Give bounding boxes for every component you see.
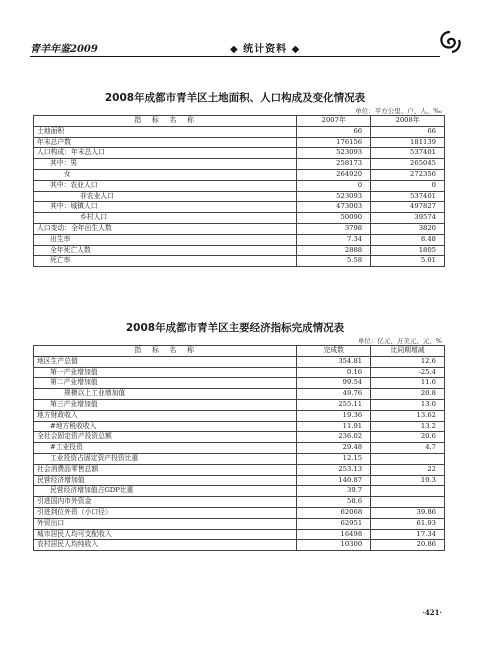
row-value-1: 12.15 <box>297 453 371 464</box>
row-value-1: 473003 <box>297 202 371 213</box>
population-table <box>33 115 445 267</box>
table-row <box>34 443 445 454</box>
row-value-1: 99.54 <box>297 378 371 389</box>
row-value-2: 1805 <box>371 245 445 256</box>
row-label: 民营经济增加值占GDP比重 <box>34 486 297 497</box>
row-label: 全社会固定资产投资总额 <box>34 432 297 443</box>
row-label: 人口变动：全年出生人数 <box>34 223 297 234</box>
row-value-2: 61.93 <box>371 518 445 529</box>
row-value-2 <box>371 453 445 464</box>
row-value-1: 11.91 <box>297 421 371 432</box>
row-value-2: 13.62 <box>371 410 445 421</box>
row-value-1: 50090 <box>297 213 371 224</box>
row-label: 乡村人口 <box>34 213 297 224</box>
row-value-2 <box>371 486 445 497</box>
yearbook-logo-icon <box>438 30 462 54</box>
table-row <box>34 213 445 224</box>
row-value-2: 19.3 <box>371 475 445 486</box>
row-value-1: 19.36 <box>297 410 371 421</box>
table-row <box>34 529 445 540</box>
table-row <box>34 180 445 191</box>
table-row <box>34 148 445 159</box>
row-value-2: 272356 <box>371 169 445 180</box>
row-value-1: 264920 <box>297 169 371 180</box>
row-label: 全年死亡人数 <box>34 245 297 256</box>
table-row <box>34 540 445 551</box>
row-label: 第三产业增加值 <box>34 399 297 410</box>
row-value-2: 497827 <box>371 202 445 213</box>
yearbook-title: 青羊年鉴2009 <box>30 44 98 55</box>
table2-title: 2008年成都市青羊区主要经济指标完成情况表 <box>125 322 345 334</box>
table-row <box>34 464 445 475</box>
row-value-2: 8.48 <box>371 234 445 245</box>
row-label: #地方税收收入 <box>34 421 297 432</box>
table-row <box>34 507 445 518</box>
section-title: ◆ 统计资料 ◆ <box>230 44 301 55</box>
row-value-1: 354.81 <box>297 356 371 367</box>
row-label: 年末总户数 <box>34 137 297 148</box>
row-label: 引进国内市外资金 <box>34 497 297 508</box>
row-label: 农村居民人均纯收入 <box>34 540 297 551</box>
table1-title: 2008年成都市青羊区土地面积、人口构成及变化情况表 <box>104 92 366 104</box>
table-row <box>34 475 445 486</box>
header-divider <box>30 56 440 57</box>
row-value-2: 20.8 <box>371 389 445 400</box>
table-row <box>34 497 445 508</box>
row-value-1: 236.02 <box>297 432 371 443</box>
table-header-row <box>34 116 445 127</box>
row-value-1: 5.58 <box>297 256 371 267</box>
row-value-1: 62068 <box>297 507 371 518</box>
row-value-1: 140.87 <box>297 475 371 486</box>
row-label: 其中：男 <box>34 159 297 170</box>
table-row <box>34 367 445 378</box>
column-header-indicator: 指 标 名 称 <box>34 116 297 127</box>
table-row <box>34 453 445 464</box>
row-label: 死亡率 <box>34 256 297 267</box>
column-header-actual: 完成数 <box>297 346 371 357</box>
table-row <box>34 410 445 421</box>
row-value-1: 49.76 <box>297 389 371 400</box>
row-value-1: 39.7 <box>297 486 371 497</box>
table-row <box>34 518 445 529</box>
row-value-2: 17.34 <box>371 529 445 540</box>
column-header-yoy-change: 比同期增减 <box>371 346 445 357</box>
row-label: 人口构成：年末总人口 <box>34 148 297 159</box>
row-label: 工业投资占固定资产投资比重 <box>34 453 297 464</box>
row-label: 土地面积 <box>34 126 297 137</box>
row-value-2: 66 <box>371 126 445 137</box>
row-value-1: 16498 <box>297 529 371 540</box>
table1-unit: 单位：平方公里、户、人、‰ <box>355 107 442 115</box>
row-value-1: 523093 <box>297 191 371 202</box>
row-value-2: 0 <box>371 180 445 191</box>
running-header <box>30 38 450 56</box>
row-label: 规模以上工业增加值 <box>34 389 297 400</box>
row-value-2: 11.6 <box>371 378 445 389</box>
table-row <box>34 399 445 410</box>
table-row <box>34 234 445 245</box>
row-value-1: 0 <box>297 180 371 191</box>
row-value-2: 537401 <box>371 148 445 159</box>
row-value-2: 20.6 <box>371 432 445 443</box>
table-row <box>34 126 445 137</box>
column-header-2007: 2007年 <box>297 116 371 127</box>
table-row <box>34 432 445 443</box>
row-label: 第一产业增加值 <box>34 367 297 378</box>
row-value-1: 58.6 <box>297 497 371 508</box>
table2-unit: 单位：亿元、万美元、元、% <box>357 337 442 345</box>
row-value-2: 20.86 <box>371 540 445 551</box>
table-row <box>34 356 445 367</box>
table-row <box>34 256 445 267</box>
table-row <box>34 169 445 180</box>
column-header-2008: 2008年 <box>371 116 445 127</box>
row-value-2: 39574 <box>371 213 445 224</box>
row-label: 城市居民人均可支配收入 <box>34 529 297 540</box>
row-label: 外贸出口 <box>34 518 297 529</box>
table-header-row <box>34 346 445 357</box>
row-label: 引进到位外资（小口径） <box>34 507 297 518</box>
economic-indicators-table <box>33 345 445 551</box>
row-value-2: 4.7 <box>371 443 445 454</box>
row-value-2: 5.01 <box>371 256 445 267</box>
row-value-1: 66 <box>297 126 371 137</box>
row-value-1: 176156 <box>297 137 371 148</box>
row-value-2: 13.2 <box>371 421 445 432</box>
table-row <box>34 378 445 389</box>
row-value-1: 29.48 <box>297 443 371 454</box>
row-label: 出生率 <box>34 234 297 245</box>
row-value-2: -25.4 <box>371 367 445 378</box>
row-value-2: 39.86 <box>371 507 445 518</box>
row-value-1: 0.16 <box>297 367 371 378</box>
row-label: 民营经济增加值 <box>34 475 297 486</box>
row-value-2: 13.0 <box>371 399 445 410</box>
row-label: 地方财政收入 <box>34 410 297 421</box>
row-value-2: 12.6 <box>371 356 445 367</box>
row-label: 其中：农业人口 <box>34 180 297 191</box>
row-value-1: 258173 <box>297 159 371 170</box>
table-row <box>34 159 445 170</box>
table-row <box>34 245 445 256</box>
table-row <box>34 223 445 234</box>
row-label: 第二产业增加值 <box>34 378 297 389</box>
row-value-2: 3820 <box>371 223 445 234</box>
row-label: 女 <box>34 169 297 180</box>
row-label: 地区生产总值 <box>34 356 297 367</box>
row-value-2: 537401 <box>371 191 445 202</box>
row-value-2: 265045 <box>371 159 445 170</box>
row-value-1: 7.34 <box>297 234 371 245</box>
table-row <box>34 202 445 213</box>
row-value-2: 22 <box>371 464 445 475</box>
row-value-1: 10300 <box>297 540 371 551</box>
page-number: ·421· <box>422 608 442 617</box>
table-row <box>34 137 445 148</box>
table-row <box>34 486 445 497</box>
row-label: 社会消费品零售总额 <box>34 464 297 475</box>
row-value-1: 253.13 <box>297 464 371 475</box>
table-row <box>34 191 445 202</box>
row-value-2: 181139 <box>371 137 445 148</box>
row-value-1: 2888 <box>297 245 371 256</box>
table-row <box>34 421 445 432</box>
row-value-1: 523093 <box>297 148 371 159</box>
row-value-1: 255.11 <box>297 399 371 410</box>
row-value-1: 3798 <box>297 223 371 234</box>
column-header-indicator: 指 标 名 称 <box>34 346 297 357</box>
row-value-2 <box>371 497 445 508</box>
row-label: 其中：城镇人口 <box>34 202 297 213</box>
row-label: #工业投资 <box>34 443 297 454</box>
table-row <box>34 389 445 400</box>
row-label: 非农业人口 <box>34 191 297 202</box>
row-value-1: 62951 <box>297 518 371 529</box>
